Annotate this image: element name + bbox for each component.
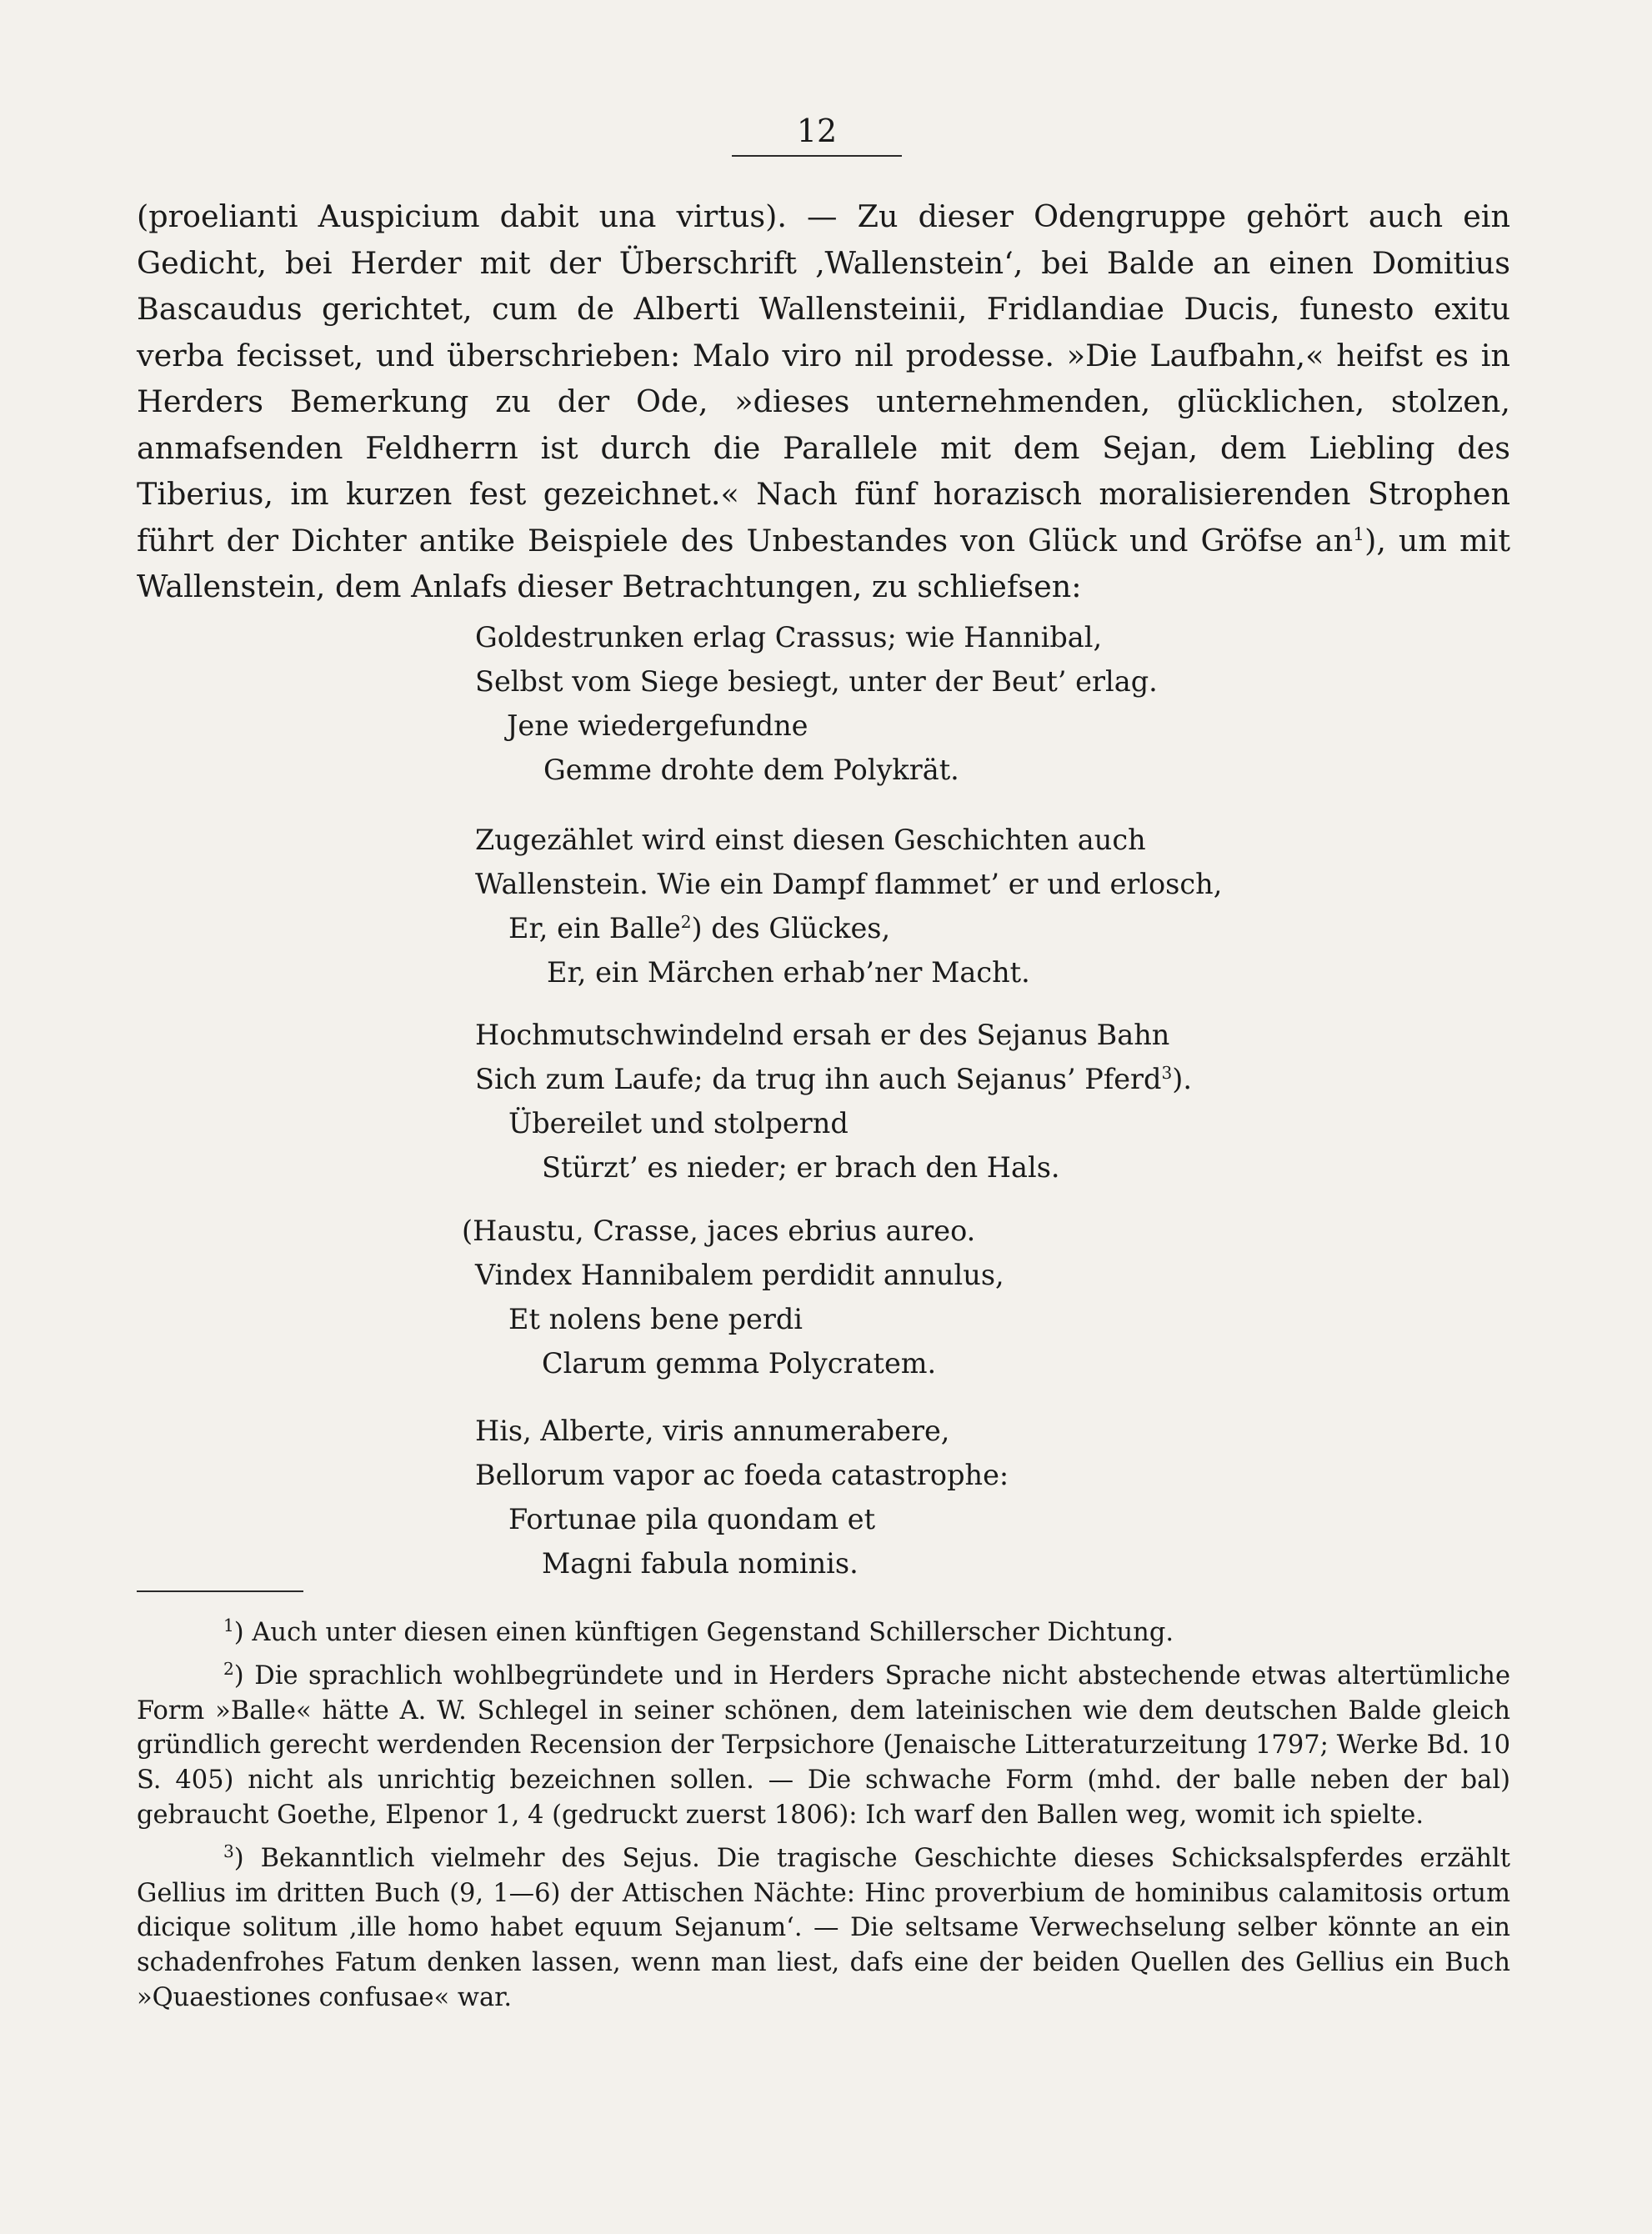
verse-stanza-1 [475, 615, 1392, 792]
verse-line-text: Sich zum Laufe; da trug ihn auch Sejanus’ Pferd [475, 1063, 1162, 1095]
footnote-rule [137, 1590, 303, 1592]
footnote-mark-close: ) [233, 1618, 244, 1647]
verse-line: Übereilet und stolpernd [508, 1107, 849, 1140]
verse-line [475, 906, 1392, 950]
footnote-reference-3[interactable]: 3 [1161, 1062, 1173, 1083]
footnotes [137, 1615, 1510, 2024]
footnote-3 [137, 1841, 1510, 2016]
footnote-mark-close: ) [233, 1660, 244, 1691]
page-number: 12 [796, 113, 838, 149]
verse-line: Wallenstein. Wie ein Dampf flammet’ er und erlosch, [475, 868, 1223, 900]
verse-line: Er, ein Märchen erhab’ner Macht. [547, 956, 1030, 989]
footnote-reference-2[interactable]: 2 [680, 911, 692, 932]
verse-line: (Haustu, Crasse, jaces ebrius aureo. [462, 1215, 976, 1247]
verse-line: Selbst vom Siege besiegt, unter der Beut’ erlag. [475, 665, 1158, 698]
verse-line-text: Er, ein Balle [508, 912, 681, 944]
verse-line: Hochmutschwindelnd ersah er des Sejanus Bahn [475, 1019, 1170, 1051]
verse-line: Fortunae pila quondam et [508, 1503, 876, 1535]
verse-line: Jene wiedergefundne [507, 709, 808, 742]
verse-line: Bellorum vapor ac foeda catastrophe: [475, 1459, 1009, 1491]
page-number-rule [732, 155, 902, 157]
verse-stanza-2 [475, 818, 1392, 994]
verse-stanza-3 [475, 1013, 1392, 1190]
footnote-mark: 1 [223, 1615, 234, 1635]
footnote-1 [137, 1615, 1510, 1650]
verse-line: Stürzt’ es nieder; er brach den Hals. [542, 1151, 1060, 1184]
verse-line-text: ) des Glückes, [691, 912, 891, 944]
verse-line: Magni fabula nominis. [542, 1547, 859, 1580]
body-paragraph [137, 193, 1510, 610]
footnote-reference-1[interactable]: 1 [1353, 523, 1365, 545]
verse-line [475, 1057, 1392, 1101]
footnote-text: Bekanntlich vielmehr des Sejus. Die tragische Geschichte dieses Schicksalspferdes erzählt Gellius im dritten Buch (9, 1—6) der Attischen Nächte: Hinc proverbium de hominibus calamitosis ortum dicique solitum ‚ille homo habet equum Sejanum‘. — Die seltsame Verwechselung selber könnte an ein schadenfrohes Fatum denken lassen, wenn man liest, dafs eine der beiden Quellen des Gellius ein Buch »Quaestiones confusae« war. [137, 1843, 1510, 2012]
verse-stanza-4 [462, 1209, 1392, 1385]
footnote-mark: 3 [223, 1841, 234, 1861]
verse-line: Clarum gemma Polycratem. [542, 1347, 937, 1380]
verse-line: His, Alberte, viris annumerabere, [475, 1415, 950, 1447]
footnote-text: Auch unter diesen einen künftigen Gegenstand Schillerscher Dichtung. [243, 1618, 1174, 1647]
verse-stanza-5 [475, 1409, 1392, 1585]
body-paragraph-end: ), um mit Wallenstein, dem Anlafs dieser Betrachtungen, zu schliefsen: [137, 522, 1510, 604]
verse-line: Et nolens bene perdi [508, 1303, 803, 1335]
verse-line: Gemme drohte dem Polykrät. [543, 754, 959, 786]
verse-line: Zugezählet wird einst diesen Geschichten auch [475, 824, 1146, 856]
footnote-mark: 2 [223, 1658, 234, 1679]
footnote-2 [137, 1659, 1510, 1833]
verse-line-text: ). [1172, 1063, 1193, 1095]
footnote-mark-close: ) [233, 1843, 244, 1873]
verse-line: Goldestrunken erlag Crassus; wie Hannibal, [475, 621, 1103, 654]
footnote-text: Die sprachlich wohlbegründete und in Herders Sprache nicht abstechende etwas altertümliche Form »Balle« hätte A. W. Schlegel in seiner schönen, dem lateinischen wie dem deutschen Balde gleich gründlich gerecht werdenden Recension der Terpsichore (Jenaische Litteraturzeitung 1797; Werke Bd. 10 S. 405) nicht als unrichtig bezeichnen sollen. — Die schwache Form (mhd. der balle neben der bal) gebraucht Goethe, Elpenor 1, 4 (gedruckt zuerst 1806): Ich warf den Ballen weg, womit ich spielte. [137, 1660, 1510, 1830]
body-paragraph-text: (proelianti Auspicium dabit una virtus). — Zu dieser Odengruppe gehört auch ein Gedicht, bei Herder mit der Überschrift ‚Wallenstein‘, bei Balde an einen Domitius Bascaudus gerichtet, cum de Alberti Wallensteinii, Fridlandiae Ducis, funesto exitu verba fecisset, und überschrieben: Malo viro nil prodesse. »Die Laufbahn,« heifst es in Herders Bemerkung zu der Ode, »dieses unternehmenden, glücklichen, stolzen, anmafsenden Feldherrn ist durch die Parallele mit dem Sejan, dem Liebling des Tiberius, im kurzen fest gezeichnet.« Nach fünf horazisch moralisierenden Strophen führt der Dichter antike Beispiele des Unbestandes von Glück und Gröfse an [137, 198, 1510, 558]
verse-line: Vindex Hannibalem perdidit annulus, [475, 1259, 1004, 1291]
